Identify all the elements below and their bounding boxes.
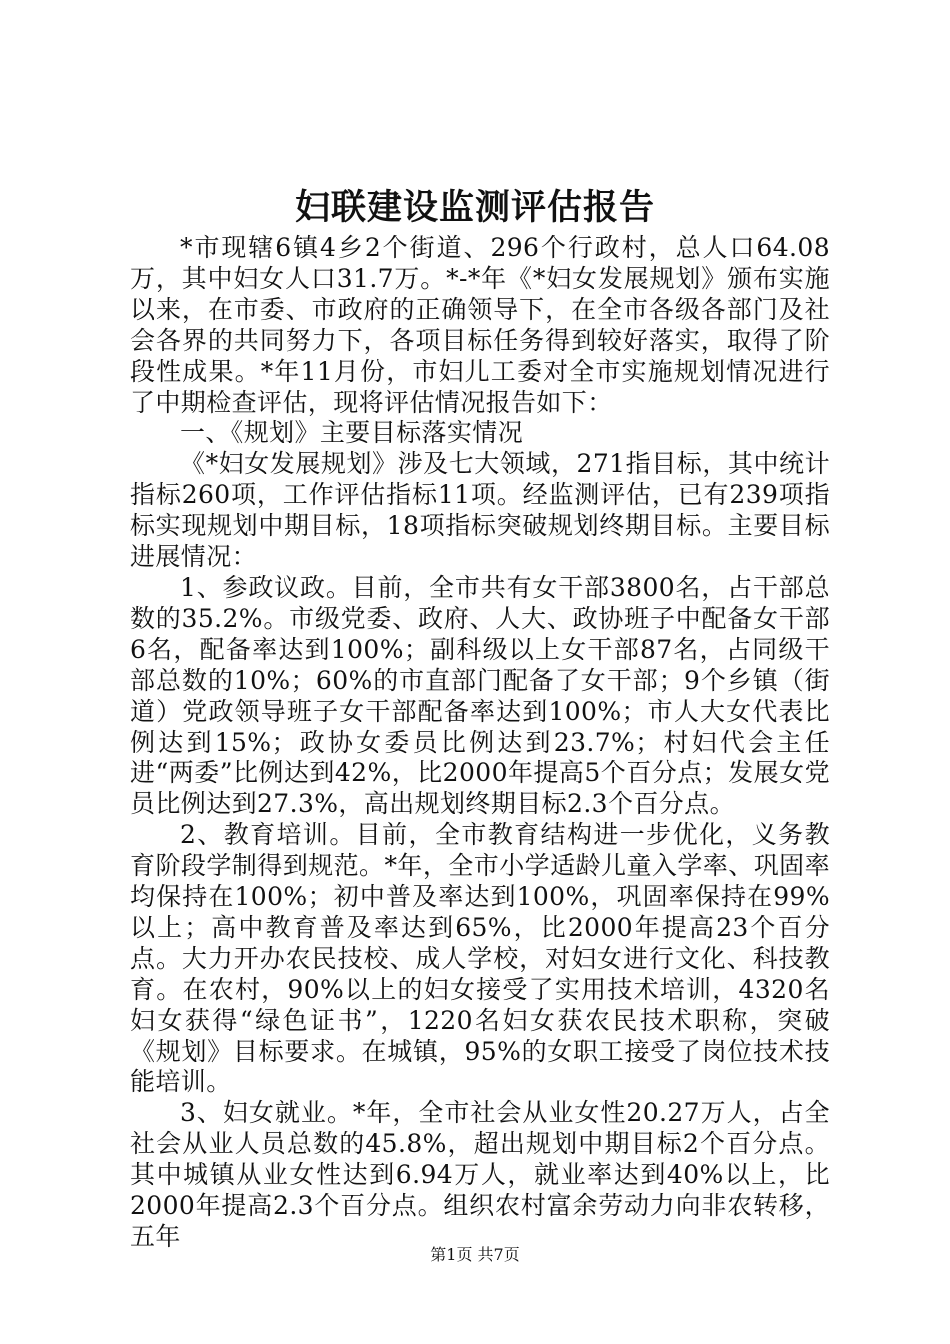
section-heading: 一、《规划》主要目标落实情况 (180, 418, 524, 448)
document-title: 妇联建设监测评估报告 (294, 187, 655, 228)
paragraph-politics: 1、参政议政。目前，全市共有女干部3800名，占干部总数的35.2%。市级党委、政府、人大、政协班子中配备女干部6名，配备率达到100%；副科级以上女干部87名，占同级干部总数的10%；60%的市直部门配备了女干部；9个乡镇（街道）党政领导班子女干部配备率达到100%；市人大女代表比例达到15%；政协女委员比例达到23.7%；村妇代会主任进“两委”比例达到42%，比2000年提高5个百分点；发展女党员比例达到27.3%，高出规划终期目标2.3个百分点。 (130, 572, 830, 819)
paragraph-education: 2、教育培训。目前，全市教育结构进一步优化，义务教育阶段学制得到规范。*年，全市小学适龄儿童入学率、巩固率均保持在100%；初中普及率达到100%，巩固率保持在99%以上；高中教育普及率达到65%，比2000年提高23个百分点。大力开办农民技校、成人学校，对妇女进行文化、科技教育。在农村，90%以上的妇女接受了实用技术培训，4320名妇女获得“绿色证书”，1220名妇女获农民技术职称，突破《规划》目标要求。在城镇，95%的女职工接受了岗位技术技能培训。 (130, 820, 830, 1097)
paragraph-employment: 3、妇女就业。*年，全市社会从业女性20.27万人，占全社会从业人员总数的45.8%，超出规划中期目标2个百分点。其中城镇从业女性达到6.94万人，就业率达到40%以上，比2000年提高2.3个百分点。组织农村富余劳动力向非农转移，五年 (130, 1098, 830, 1251)
page-footer: 第1页 共7页 (430, 1245, 520, 1264)
paragraph-overview: 《*妇女发展规划》涉及七大领域，271指目标，其中统计指标260项，工作评估指标11项。经监测评估，已有239项指标实现规划中期目标，18项指标突破规划终期目标。主要目标进展情况： (130, 449, 830, 572)
paragraph-intro: *市现辖6镇4乡2个街道、296个行政村，总人口64.08万，其中妇女人口31.7万。*-*年《*妇女发展规划》颁布实施以来，在市委、市政府的正确领导下，在全市各级各部门及社会各界的共同努力下，各项目标任务得到较好落实，取得了阶段性成果。*年11月份，市妇儿工委对全市实施规划情况进行了中期检查评估，现将评估情况报告如下： (130, 233, 830, 417)
document-body (130, 233, 830, 1253)
